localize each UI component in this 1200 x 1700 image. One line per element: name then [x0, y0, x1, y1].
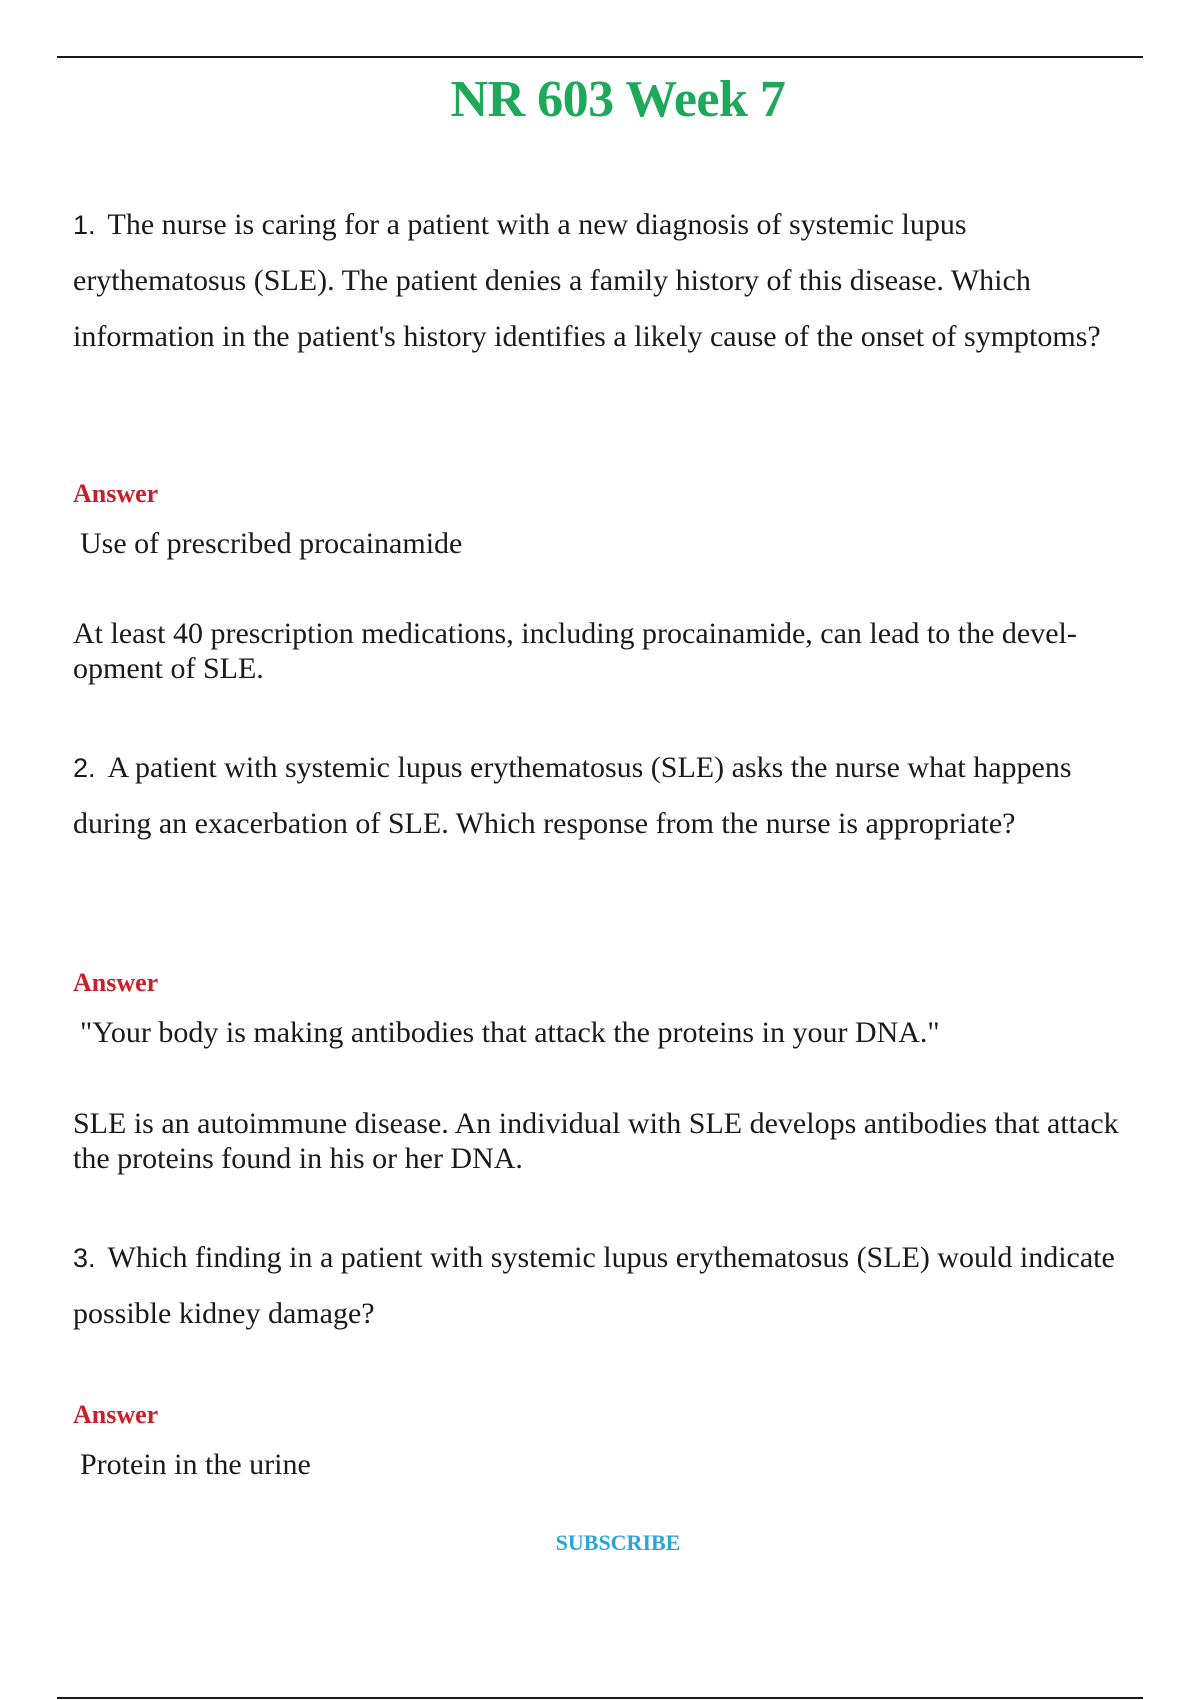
question-text: The nurse is caring for a patient with a new diagnosis of systemic lupus erythematosus (SLE). The patient denies a family history of this disease. Which information in the patient's history identifies a likely cause of the onset of symptoms?: [73, 208, 1101, 353]
question-3: [73, 1230, 1138, 1342]
top-divider: [57, 56, 1143, 58]
question-text: Which finding in a patient with systemic lupus erythematosus (SLE) would indicate possible kidney damage?: [73, 1241, 1115, 1330]
question-number: 3.: [73, 1243, 96, 1273]
answer-explanation: SLE is an autoimmune disease. An individual with SLE develops antibodies that attack the proteins found in his or her DNA.: [73, 1107, 1119, 1175]
subscribe-link[interactable]: SUBSCRIBE: [555, 1530, 681, 1555]
answer-text: "Your body is making antibodies that attack the proteins in your DNA.": [80, 1016, 940, 1049]
answer-label: Answer: [73, 479, 159, 508]
question-number: 2.: [73, 753, 96, 783]
question-1: [73, 197, 1138, 365]
bottom-divider: [57, 1697, 1143, 1699]
question-text: A patient with systemic lupus erythematosus (SLE) asks the nurse what happens during an exacerbation of SLE. Which response from the nurse is appropriate?: [73, 751, 1072, 840]
question-number: 1.: [73, 210, 96, 240]
answer-text: Use of prescribed procainamide: [80, 527, 463, 560]
page-title: NR 603 Week 7: [450, 71, 786, 128]
answer-text: Protein in the urine: [80, 1448, 311, 1481]
answer-explanation: At least 40 prescription medications, including procainamide, can lead to the devel- opment of SLE.: [73, 617, 1077, 685]
answer-label: Answer: [73, 968, 159, 997]
answer-label: Answer: [73, 1400, 159, 1429]
question-2: [73, 740, 1138, 852]
